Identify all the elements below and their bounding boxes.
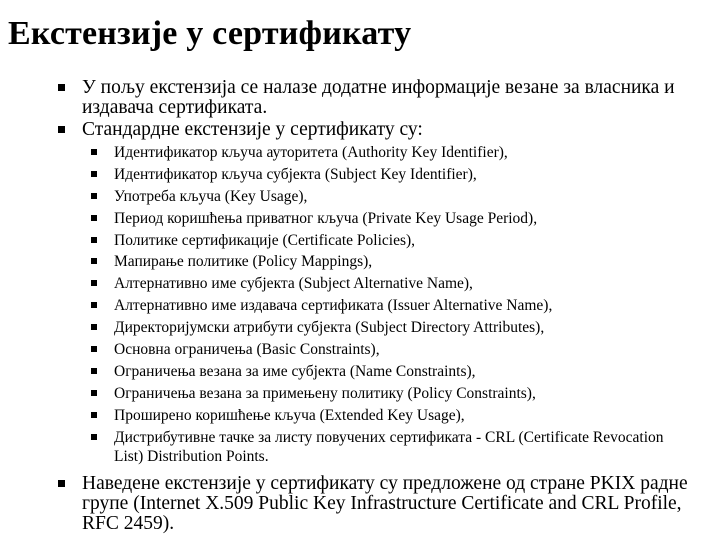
list-item-text: Идентификатор кључа ауторитета (Authority Key Identifier), [114,144,508,161]
bullet-text: Наведене екстензије у сертификату су предложене од стране PKIX радне групе (Internet X.509 Public Key Infrastructure Certificate and CRL Profile, RFC 2459). [82,472,688,534]
list-item-text: Основна ограничења (Basic Constraints), [114,341,380,359]
list-item [0,362,720,381]
square-bullet-icon [91,237,97,243]
list-item [0,209,720,228]
list-item-text: Алтернативно име субјекта (Subject Alternative Name), [114,275,473,293]
square-bullet-icon [91,390,97,396]
list-item [0,187,720,206]
square-bullet-icon [58,126,65,133]
list-item-text: Проширено коришћење кључа (Extended Key Usage), [114,406,465,424]
list-item [0,428,720,466]
square-bullet-icon [91,258,97,264]
list-item-text: Ограничења везана за име субјекта (Name Constraints), [114,362,476,380]
bullet-text: Стандардне екстензије у сертификату су: [82,119,423,140]
square-bullet-icon [91,346,97,352]
square-bullet-icon [58,84,65,91]
square-bullet-icon [91,171,97,177]
list-item-text: Период коришћења приватног кључа (Private Key Usage Period), [114,209,538,227]
list-item [0,231,720,250]
square-bullet-icon [91,149,97,155]
list-item [0,165,720,184]
list-item [0,406,720,425]
list-item [0,384,720,403]
bullet-text: У пољу екстензија се налазе додатне информације везане за власника и издавача сертификата. [82,77,675,118]
list-item-text: Алтернативно име издавача сертификата (Issuer Alternative Name), [114,297,553,315]
list-item-text: Ограничења везана за примењену политику (Policy Constraints), [114,384,536,402]
square-bullet-icon [58,480,65,487]
square-bullet-icon [91,215,97,221]
list-item-text: Дистрибутивне тачке за листу повучених сертификата - CRL (Certificate Revocation List) Distribution Points. [114,428,664,465]
square-bullet-icon [91,324,97,330]
square-bullet-icon [91,368,97,374]
square-bullet-icon [91,434,97,440]
list-item [0,340,720,359]
list-item [0,143,720,162]
bullet-item [0,120,720,140]
square-bullet-icon [91,302,97,308]
list-item-text: Директоријумски атрибути субјекта (Subject Directory Attributes), [114,319,545,337]
square-bullet-icon [91,280,97,286]
list-item [0,318,720,337]
list-item-text: Мапирање политике (Policy Mappings), [114,253,373,271]
square-bullet-icon [91,412,97,418]
list-item [0,252,720,271]
list-item-text: Идентификатор кључа субјекта (Subject Key Identifier), [114,165,477,183]
slide-content [0,78,720,536]
list-item-text: Употреба кључа (Key Usage), [114,187,308,205]
bullet-item [0,474,720,534]
slide-title: Екстензије у сертификату [8,15,412,52]
extensions-list [0,143,720,466]
square-bullet-icon [91,193,97,199]
list-item-text: Политике сертификације (Certificate Policies), [114,231,416,249]
list-item [0,296,720,315]
list-item [0,274,720,293]
bullet-item [0,78,720,118]
